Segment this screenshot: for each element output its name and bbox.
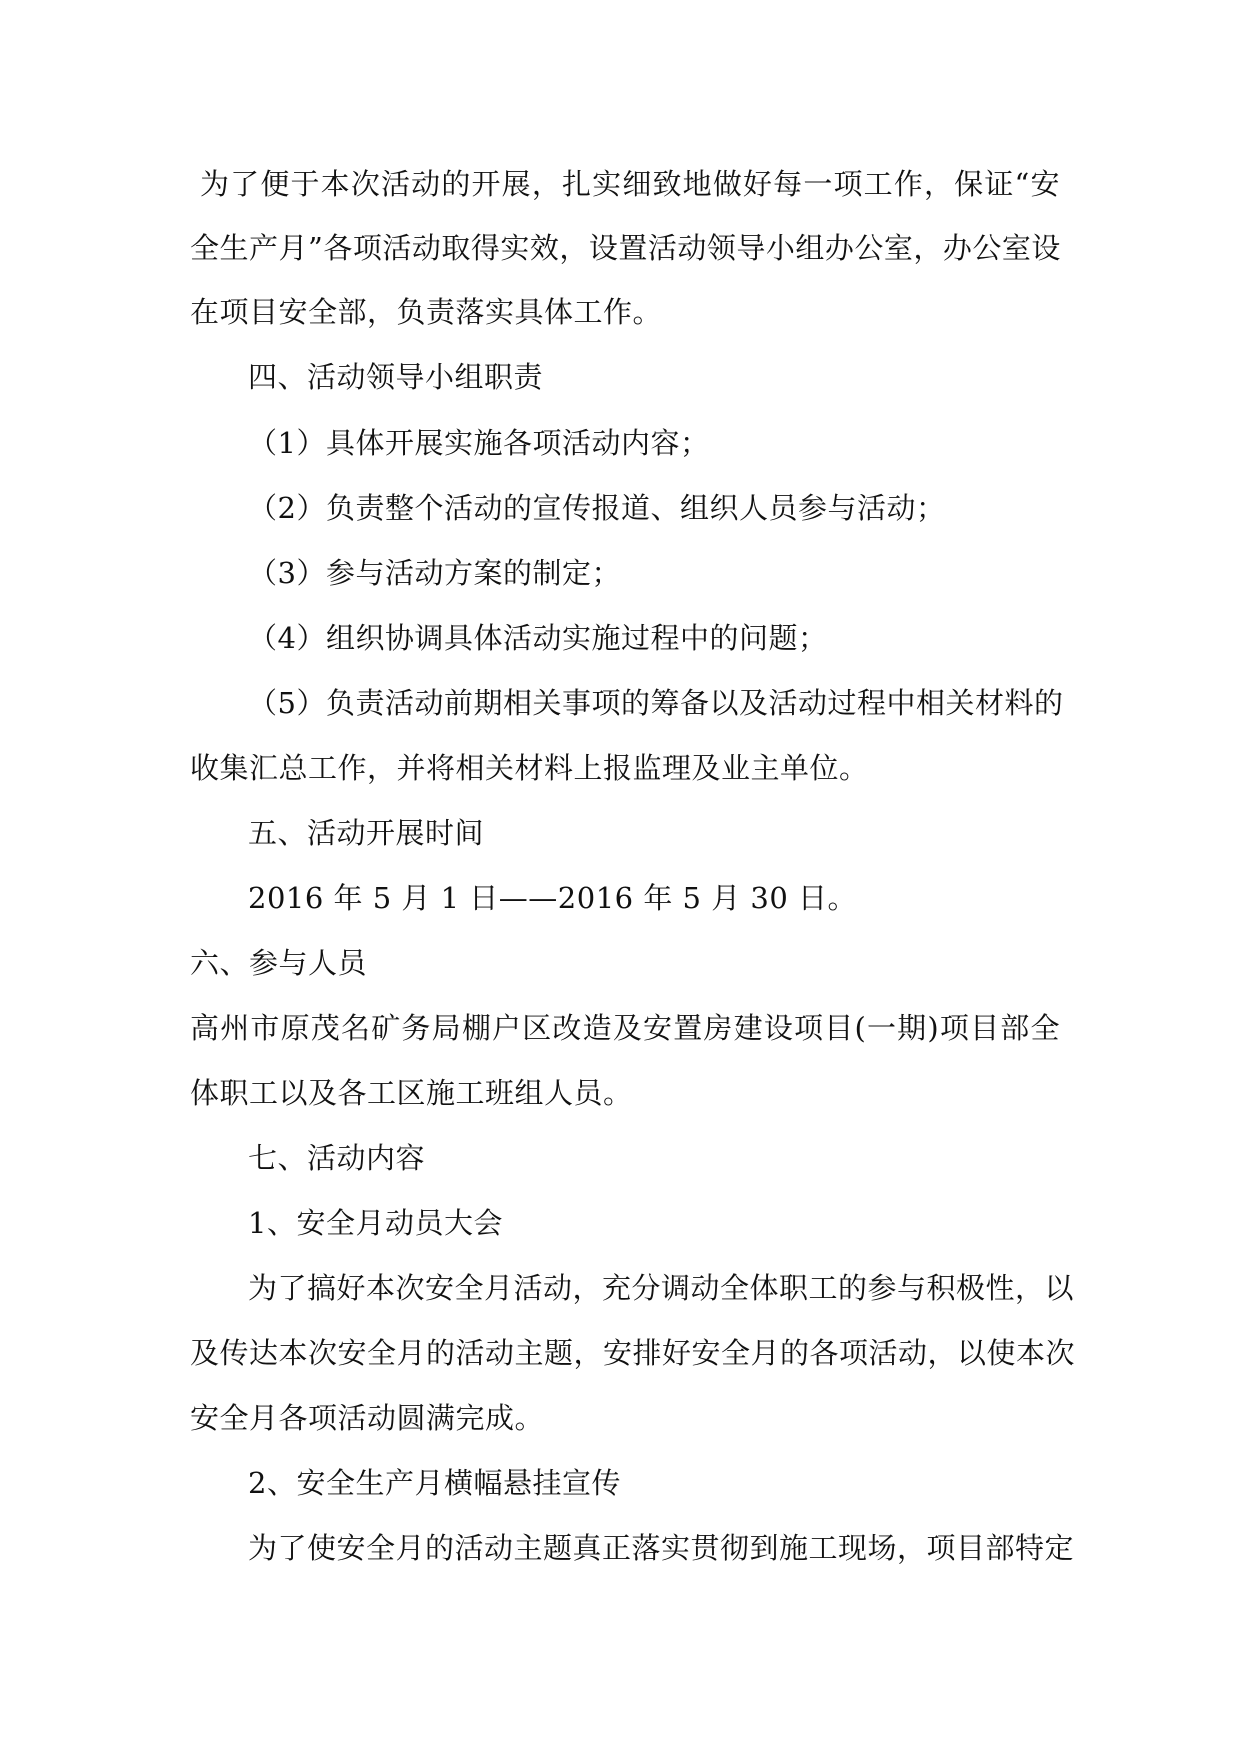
paragraph-line: 全生产月”各项活动取得实效，设置活动领导小组办公室，办公室设 — [190, 231, 1061, 265]
section-heading: 七、活动内容 — [248, 1141, 426, 1175]
paragraph-line: 收集汇总工作，并将相关材料上报监理及业主单位。 — [190, 751, 869, 785]
paragraph-line: 为了便于本次活动的开展，扎实细致地做好每一项工作，保证“安 — [200, 167, 1060, 201]
section-heading: 五、活动开展时间 — [248, 816, 485, 850]
subsection-heading: 1、安全月动员大会 — [248, 1206, 503, 1240]
list-item: （4）组织协调具体活动实施过程中的问题； — [248, 621, 828, 655]
subsection-heading: 2、安全生产月横幅悬挂宣传 — [248, 1466, 621, 1500]
list-item: （1）具体开展实施各项活动内容； — [248, 426, 710, 460]
paragraph-line: 安全月各项活动圆满完成。 — [190, 1401, 545, 1435]
paragraph-line: 体职工以及各工区施工班组人员。 — [190, 1076, 633, 1110]
list-item: （5）负责活动前期相关事项的筹备以及活动过程中相关材料的 — [248, 686, 1064, 720]
list-item: （2）负责整个活动的宣传报道、组织人员参与活动； — [248, 491, 946, 525]
paragraph-line: 为了搞好本次安全月活动，充分调动全体职工的参与积极性，以 — [248, 1271, 1075, 1305]
section-heading: 四、活动领导小组职责 — [248, 360, 544, 394]
section-heading: 六、参与人员 — [190, 946, 368, 980]
paragraph-line: 在项目安全部，负责落实具体工作。 — [190, 295, 663, 329]
paragraph-line: 为了使安全月的活动主题真正落实贯彻到施工现场，项目部特定 — [248, 1531, 1075, 1565]
date-range: 2016 年 5 月 1 日——2016 年 5 月 30 日。 — [248, 881, 858, 915]
paragraph-line: 高州市原茂名矿务局棚户区改造及安置房建设项目(一期)项目部全 — [190, 1011, 1060, 1045]
paragraph-line: 及传达本次安全月的活动主题，安排好安全月的各项活动，以使本次 — [190, 1336, 1076, 1370]
list-item: （3）参与活动方案的制定； — [248, 556, 621, 590]
